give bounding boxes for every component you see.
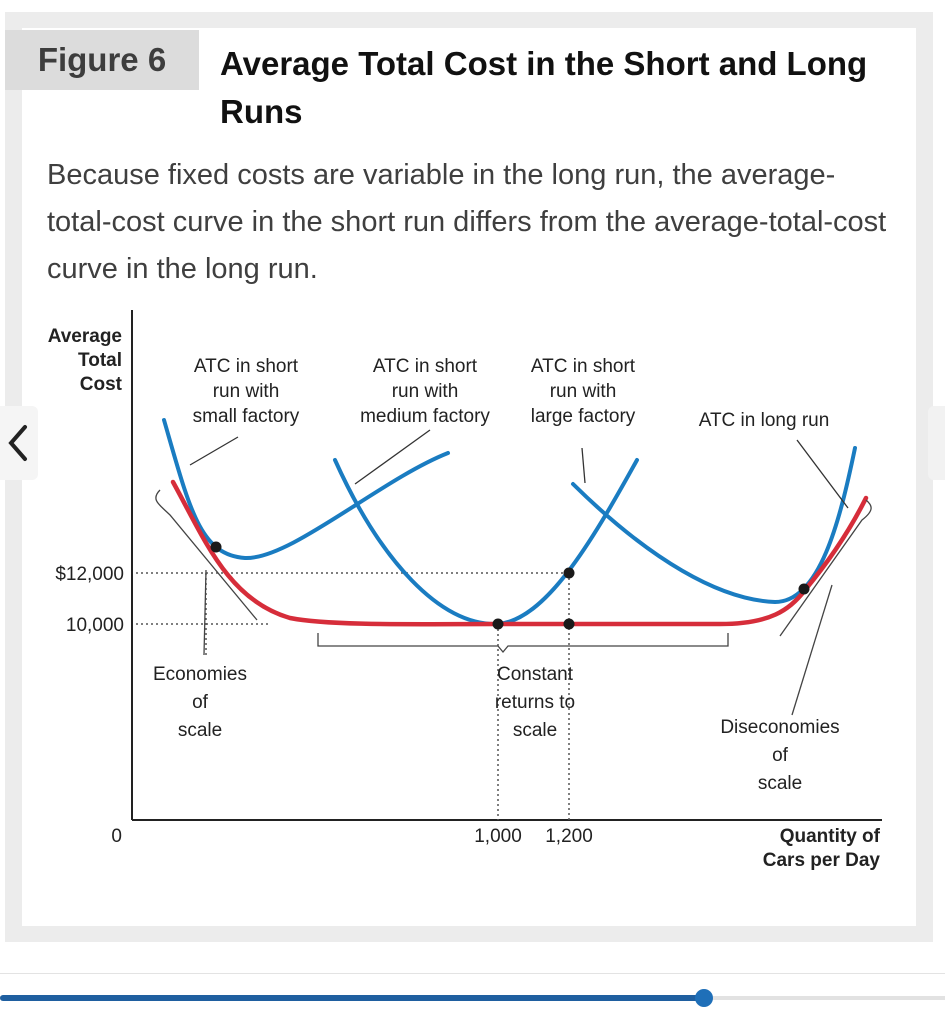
figure-title: Average Total Cost in the Short and Long Runs: [220, 45, 868, 130]
diseconomies-of-scale-label-line-3: scale: [757, 773, 803, 794]
y-axis-label-line-2: Total: [78, 350, 122, 371]
series-label-4-line-1: ATC in long run: [698, 410, 830, 431]
min-point-1000: [493, 619, 504, 630]
economies-of-scale-label-line-2: of: [192, 692, 208, 713]
atc-short-run-medium-factory: [335, 460, 637, 624]
x-axis-label-line-2: Cars per Day: [762, 850, 880, 871]
y-tick-label-2: 10,000: [65, 615, 124, 636]
origin-label: 0: [111, 826, 122, 847]
progress-fill: [0, 995, 704, 1001]
series-label-2-leader: [355, 430, 430, 484]
series-label-3-line-2: run with: [549, 381, 617, 402]
large-factory-point-1200-12000: [564, 568, 575, 579]
economies-leader: [204, 570, 206, 655]
figure-label: Figure 6: [5, 30, 199, 90]
series-label-2-line-1: ATC in short: [372, 356, 478, 377]
series-label-1-line-1: ATC in short: [193, 356, 299, 377]
diseconomies-leader: [792, 585, 832, 715]
constant-returns-brace: [318, 633, 728, 652]
constant-returns-to-scale-label-line-2: returns to: [494, 692, 576, 713]
series-label-3-line-1: ATC in short: [530, 356, 636, 377]
series-label-3-leader: [582, 448, 585, 483]
large-factory-tangent-point: [799, 584, 810, 595]
constant-returns-to-scale-label-line-1: Constant: [496, 664, 574, 685]
y-tick-label-1: $12,000: [55, 564, 124, 585]
diseconomies-bracket: [780, 500, 871, 636]
economies-bracket: [156, 490, 257, 620]
x-tick-label-1: 1,000: [474, 826, 522, 847]
series-label-1-leader: [190, 437, 238, 465]
divider: [0, 973, 945, 974]
figure-caption: Because fixed costs are variable in the long run, the average-total-cost curve in the short run differs from the average-total-cost curve in the long run.: [47, 159, 887, 285]
progress-handle[interactable]: [695, 989, 713, 1007]
atc-short-run-small-factory: [164, 420, 448, 558]
y-axis-label-line-3: Cost: [79, 374, 122, 395]
series-label-4-leader: [797, 440, 848, 508]
series-label-1-line-2: run with: [212, 381, 280, 402]
x-axis-label-line-1: Quantity of: [779, 826, 880, 847]
economies-of-scale-label-line-3: scale: [177, 720, 223, 741]
x-tick-label-2: 1,200: [545, 826, 593, 847]
constant-returns-to-scale-label-line-3: scale: [512, 720, 558, 741]
y-axis-label-line-1: Average: [47, 326, 122, 347]
series-label-1-line-3: small factory: [192, 406, 300, 427]
economies-of-scale-label-line-1: Economies: [153, 664, 247, 685]
series-label-2-line-2: run with: [391, 381, 459, 402]
diseconomies-of-scale-label-line-2: of: [772, 745, 788, 766]
diseconomies-of-scale-label-line-1: Diseconomies: [720, 717, 840, 738]
series-label-2-line-3: medium factory: [360, 406, 490, 427]
series-label-3-line-3: large factory: [530, 406, 636, 427]
long-run-point-1200-10000: [564, 619, 575, 630]
small-factory-tangent-point: [211, 542, 222, 553]
